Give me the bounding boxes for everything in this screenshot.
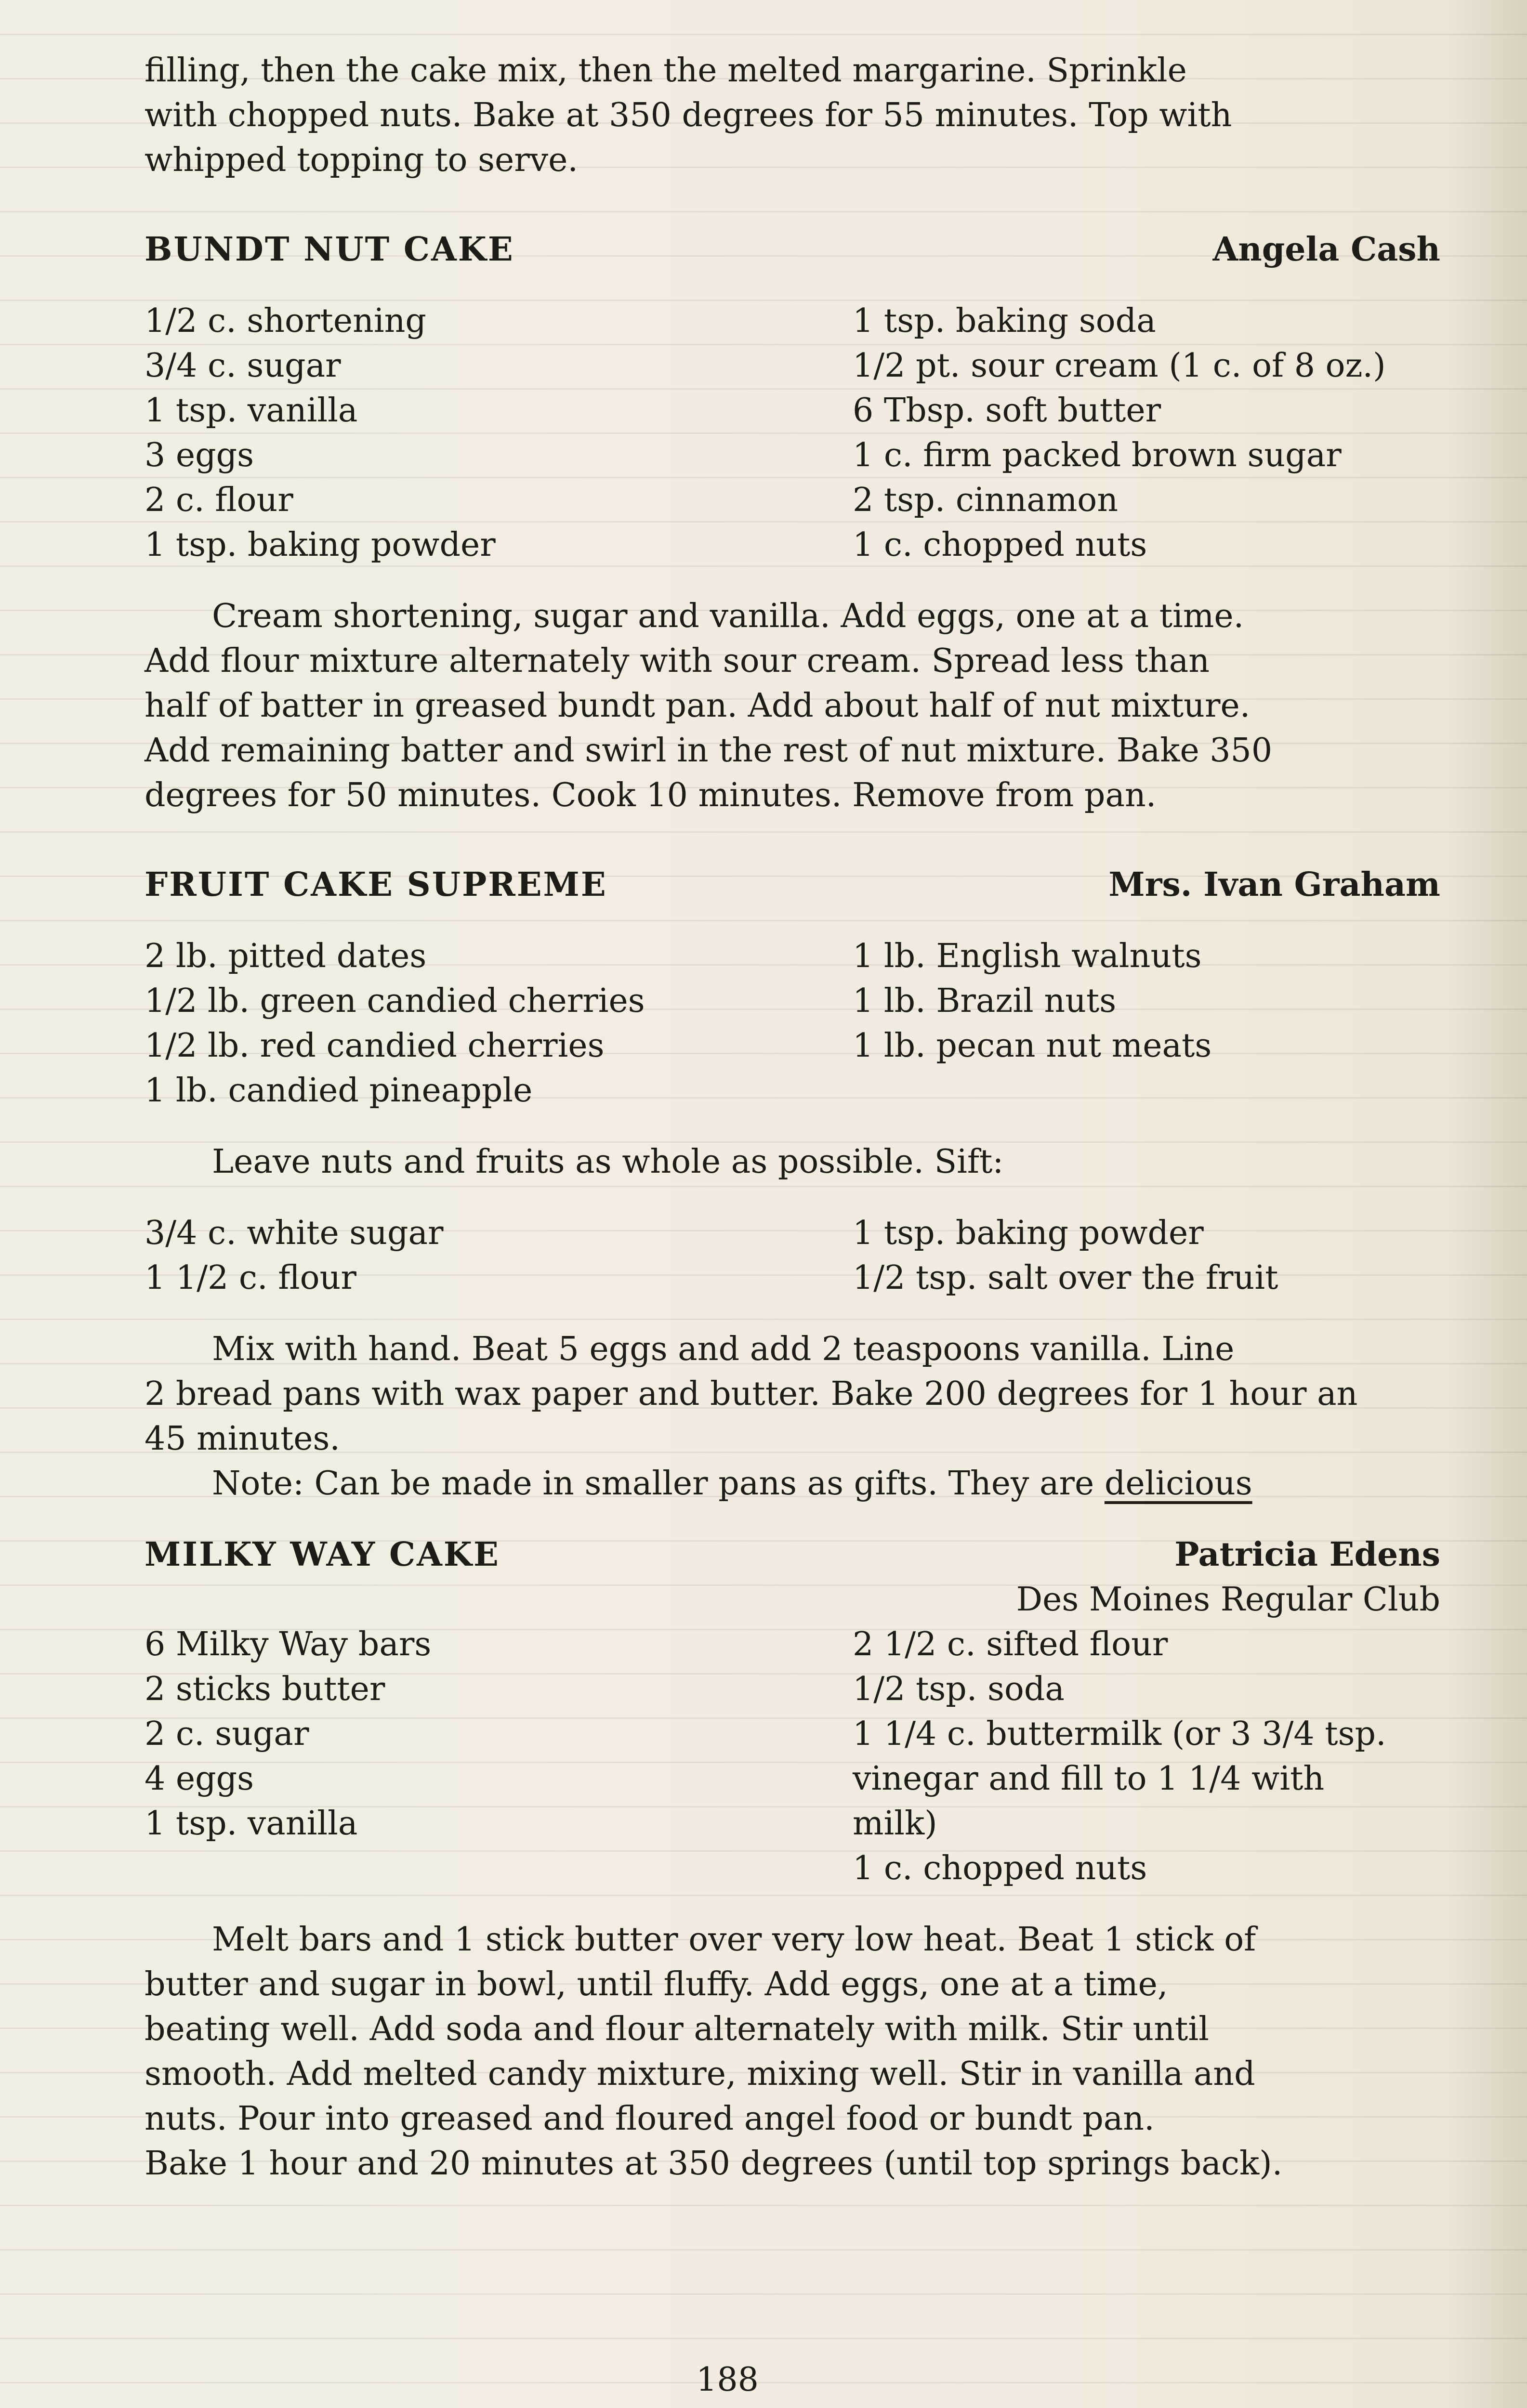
- text-line: with chopped nuts. Bake at 350 degrees for 55 minutes. Top with: [145, 96, 1232, 134]
- page-content: [145, 48, 1484, 2186]
- ingredient: 1/2 lb. red candied cherries: [145, 1027, 605, 1065]
- recipe-heading: [145, 863, 1484, 907]
- recipe-author-club: Des Moines Regular Club: [1016, 1581, 1440, 1619]
- ingredient: 1 lb. English walnuts: [853, 937, 1202, 975]
- ingredients-left: [145, 1622, 853, 1891]
- text-line: filling, then the cake mix, then the melted margarine. Sprinkle: [145, 52, 1187, 90]
- ingredients-list-2: [145, 1211, 1484, 1300]
- ingredient: 1/2 c. shortening: [145, 302, 426, 340]
- ingredient: 1 c. chopped nuts: [853, 1849, 1147, 1887]
- ingredient: 1/2 tsp. soda: [853, 1670, 1065, 1708]
- text-line: beating well. Add soda and flour alternately with milk. Stir until: [145, 2010, 1209, 2048]
- ingredients-left: [145, 299, 853, 567]
- sift-note: Leave nuts and fruits as whole as possible. Sift:: [212, 1143, 1004, 1181]
- ingredients-right: [853, 1622, 1484, 1891]
- ingredient: 1 tsp. baking powder: [145, 526, 496, 564]
- text-line: Bake 1 hour and 20 minutes at 350 degrees (until top springs back).: [145, 2145, 1283, 2183]
- text-line: 45 minutes.: [145, 1420, 341, 1458]
- ingredient: 4 eggs: [145, 1760, 254, 1798]
- ingredients-right: [853, 934, 1484, 1113]
- ingredient: 1 1/4 c. buttermilk (or 3 3/4 tsp.: [853, 1715, 1386, 1753]
- ingredient: 1 lb. Brazil nuts: [853, 982, 1117, 1020]
- recipe-heading: [145, 227, 1484, 272]
- ingredient: 2 sticks butter: [145, 1670, 385, 1708]
- recipe-directions: [145, 1917, 1484, 2186]
- recipe-directions: [145, 1327, 1484, 1506]
- recipe-fruit-cake-supreme: [145, 863, 1484, 1506]
- ingredient: 1 tsp. baking soda: [853, 302, 1156, 340]
- recipe-title: BUNDT NUT CAKE: [145, 230, 514, 269]
- ingredient: 2 tsp. cinnamon: [853, 481, 1119, 519]
- recipe-author: Patricia Edens: [1174, 1535, 1440, 1574]
- ingredient: 1 lb. pecan nut meats: [853, 1027, 1212, 1065]
- text-line: Add remaining batter and swirl in the rest of nut mixture. Bake 350: [145, 732, 1273, 770]
- recipe-directions: [145, 594, 1484, 818]
- ingredient: 2 1/2 c. sifted flour: [853, 1625, 1168, 1663]
- ingredients-list: [145, 934, 1484, 1113]
- recipe-title: MILKY WAY CAKE: [145, 1535, 500, 1574]
- ingredient: 3 eggs: [145, 436, 254, 474]
- text-line: degrees for 50 minutes. Cook 10 minutes. Remove from pan.: [145, 776, 1157, 814]
- ingredient: 1 tsp. vanilla: [145, 1805, 358, 1843]
- ingredient: 1/2 lb. green candied cherries: [145, 982, 645, 1020]
- text-line: Melt bars and 1 stick butter over very low heat. Beat 1 stick of: [212, 1921, 1256, 1959]
- recipe-note: [145, 1461, 1484, 1506]
- ingredients-right: [853, 1211, 1484, 1300]
- ingredient: 6 Milky Way bars: [145, 1625, 432, 1663]
- ingredient: 3/4 c. white sugar: [145, 1214, 444, 1252]
- ingredients-left: [145, 934, 853, 1113]
- ingredient: 3/4 c. sugar: [145, 347, 341, 385]
- text-line: smooth. Add melted candy mixture, mixing well. Stir in vanilla and: [145, 2055, 1255, 2093]
- text-line: butter and sugar in bowl, until fluffy. Add eggs, one at a time,: [145, 1965, 1168, 2003]
- text-line: whipped topping to serve.: [145, 141, 579, 179]
- ingredient: 6 Tbsp. soft butter: [853, 392, 1161, 430]
- recipe-bundt-nut-cake: [145, 227, 1484, 818]
- text-line: Cream shortening, sugar and vanilla. Add eggs, one at a time.: [212, 597, 1244, 635]
- ingredient: 2 c. sugar: [145, 1715, 309, 1753]
- ingredients-list: [145, 1622, 1484, 1891]
- ingredient: 2 lb. pitted dates: [145, 937, 427, 975]
- ingredients-left: [145, 1211, 853, 1300]
- intro-continuation: [145, 48, 1484, 183]
- ingredients-list: [145, 299, 1484, 567]
- recipe-heading: [145, 1532, 1484, 1577]
- ingredient: 1/2 tsp. salt over the fruit: [853, 1259, 1278, 1297]
- ingredient: 1 c. chopped nuts: [853, 526, 1147, 564]
- ingredient: 2 c. flour: [145, 481, 293, 519]
- recipe-author: Mrs. Ivan Graham: [1108, 865, 1440, 904]
- ingredient: 1/2 pt. sour cream (1 c. of 8 oz.): [853, 347, 1386, 385]
- text-line: 2 bread pans with wax paper and butter. Bake 200 degrees for 1 hour an: [145, 1375, 1358, 1413]
- recipe-author: Angela Cash: [1212, 230, 1440, 269]
- recipe-title: FRUIT CAKE SUPREME: [145, 865, 607, 904]
- ingredients-right: [853, 299, 1484, 567]
- recipe-milky-way-cake: [145, 1532, 1484, 2186]
- text-line: Mix with hand. Beat 5 eggs and add 2 teaspoons vanilla. Line: [212, 1330, 1235, 1368]
- text-line: Add flour mixture alternately with sour cream. Spread less than: [145, 642, 1210, 680]
- ingredient: 1 lb. candied pineapple: [145, 1072, 533, 1110]
- text-line: half of batter in greased bundt pan. Add about half of nut mixture.: [145, 687, 1251, 725]
- ingredient: 1 tsp. baking powder: [853, 1214, 1204, 1252]
- note-emphasis: delicious: [1104, 1465, 1252, 1503]
- ingredient: 1 tsp. vanilla: [145, 392, 358, 430]
- ingredient: 1 1/2 c. flour: [145, 1259, 356, 1297]
- ingredient: milk): [853, 1805, 937, 1843]
- ingredient: vinegar and fill to 1 1/4 with: [853, 1760, 1325, 1798]
- page-number: 188: [696, 2361, 759, 2399]
- ingredient: 1 c. firm packed brown sugar: [853, 436, 1342, 474]
- note-text: Note: Can be made in smaller pans as gifts. They are: [212, 1465, 1094, 1503]
- text-line: nuts. Pour into greased and floured angel food or bundt pan.: [145, 2100, 1155, 2138]
